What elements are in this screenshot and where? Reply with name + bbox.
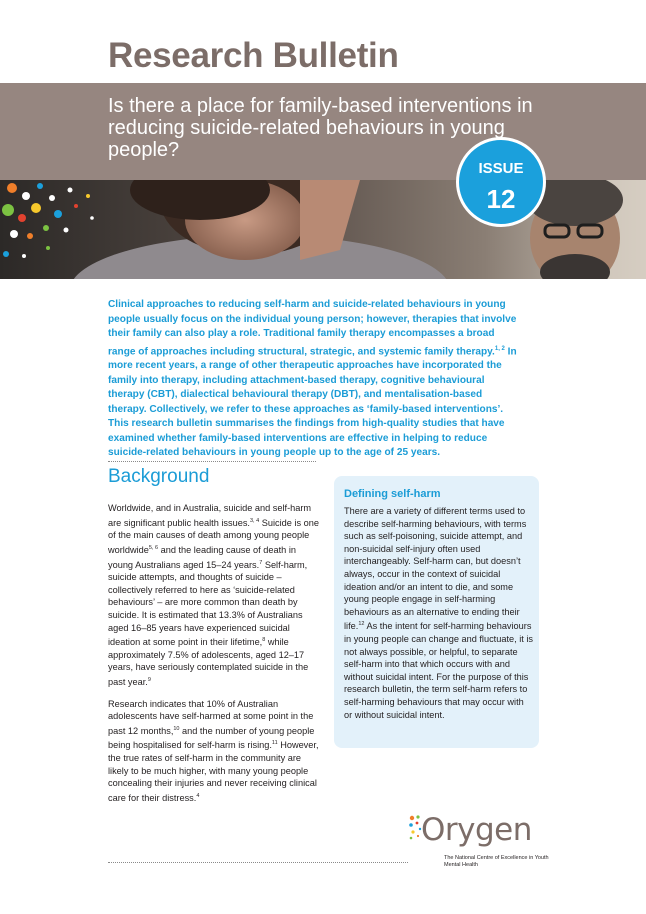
intro-text-part-1: Clinical approaches to reducing self-harm and suicide-related behaviours in young people usually focus on the individual young person; however, therapies that involve their family can also play a role. Traditional family therapy encompasses a broad range of approaches including structural, strategic, and systemic family therapy. <box>108 299 517 357</box>
citation: 9 <box>147 676 151 683</box>
citation: 7 <box>259 559 263 566</box>
issue-label: ISSUE <box>478 160 524 177</box>
body-text: However, the true rates of self-harm in the community are likely to be much higher, with many young people concealing their injuries and never receiving clinical care for their distress. <box>108 740 319 803</box>
defining-self-harm-callout <box>334 476 539 748</box>
citation: 3, 4 <box>249 517 260 524</box>
bulletin-subtitle: Is there a place for family-based interventions in reducing suicide-related behaviours in young people? <box>108 95 533 161</box>
section-heading-background: Background <box>108 466 210 487</box>
background-paragraph-2 <box>108 698 322 805</box>
background-body <box>108 502 322 814</box>
callout-text: There are a variety of different terms used to describe self-harming behaviours, with terms such as self-poisoning, suicide attempt, and non-suicidal self-injury often used interchangeably. Self-harm can, but doesn’t always, occur in the context of suicidal ideation and/or an intent to die, and some young people engage in self-harming behaviours as an alternative to ending their life. <box>344 506 527 632</box>
issue-badge <box>456 137 546 227</box>
citation: 8 <box>262 637 266 644</box>
logo-wordmark: Orygen <box>421 812 532 848</box>
logo-tagline: The National Centre of Excellence in Youth Mental Health <box>444 855 549 868</box>
bulletin-title: Research Bulletin <box>108 36 399 75</box>
callout-body <box>344 505 534 721</box>
body-text: and the leading cause of death in young Australians aged 15–24 years. <box>108 544 296 570</box>
citation: 10 <box>173 725 180 732</box>
citation: 4 <box>196 792 200 799</box>
body-text: Research indicates that 10% of Australian adolescents have self-harmed at some point in the past 12 months, <box>108 698 314 736</box>
callout-text: As the intent for self-harming behaviours in young people can change and fluctuate, it is not always possible, or helpful, to separate self-harm into that which occurs with and without suicidal intent. For the purpose of this research bulletin, the term self-harm refers to self-harming behaviours that may occur with or without suicidal intent. <box>344 621 533 720</box>
section-divider-top <box>108 461 316 462</box>
citation: 5, 6 <box>148 544 159 551</box>
body-text: Worldwide, and in Australia, suicide and self-harm are significant public health issues. <box>108 503 312 528</box>
intro-paragraph <box>108 298 518 461</box>
background-paragraph-1 <box>108 502 322 689</box>
citation: 11 <box>271 740 278 747</box>
body-text: and the number of young people being hospitalised for self-harm is rising. <box>108 725 315 751</box>
hero-photo-illustration <box>0 180 646 279</box>
body-text: Self-harm, suicide attempts, and thoughts of suicide – collectively referred to here as ‘suicide-related behaviours’ – are more common than death by suicide. It is estimated that 13.3% of Australians aged 16–85 years have experienced suicidal ideation at some point in their lifetime, <box>108 559 308 648</box>
body-text: while approximately 7.5% of adolescents, aged 12–17 years, have seriously contemplated suicide in the past year. <box>108 637 309 688</box>
orygen-logo <box>408 812 548 874</box>
issue-number: 12 <box>486 184 516 214</box>
hero-photo <box>0 180 646 279</box>
callout-heading: Defining self-harm <box>344 488 441 500</box>
intro-text-part-2: In more recent years, a range of other therapeutic approaches have incorporated the family into therapy, including attachment-based therapy, cognitive behavioural therapy (CBT), dialectical behavioural therapy (DBT), and mentalisation-based therapy. Collectively, we refer to these approaches as ‘family-based interventions’. This research bulletin summarises the findings from high-quality studies that have examined whether family-based interventions are effective in helping to reduce suicide-related behaviours in young people up to the age of 25 years. <box>108 345 517 459</box>
footer-divider <box>108 862 408 863</box>
citation: 1, 2 <box>494 345 505 352</box>
body-text: Suicide is one of the main causes of death among young people worldwide <box>108 517 319 555</box>
citation: 12 <box>358 621 365 628</box>
